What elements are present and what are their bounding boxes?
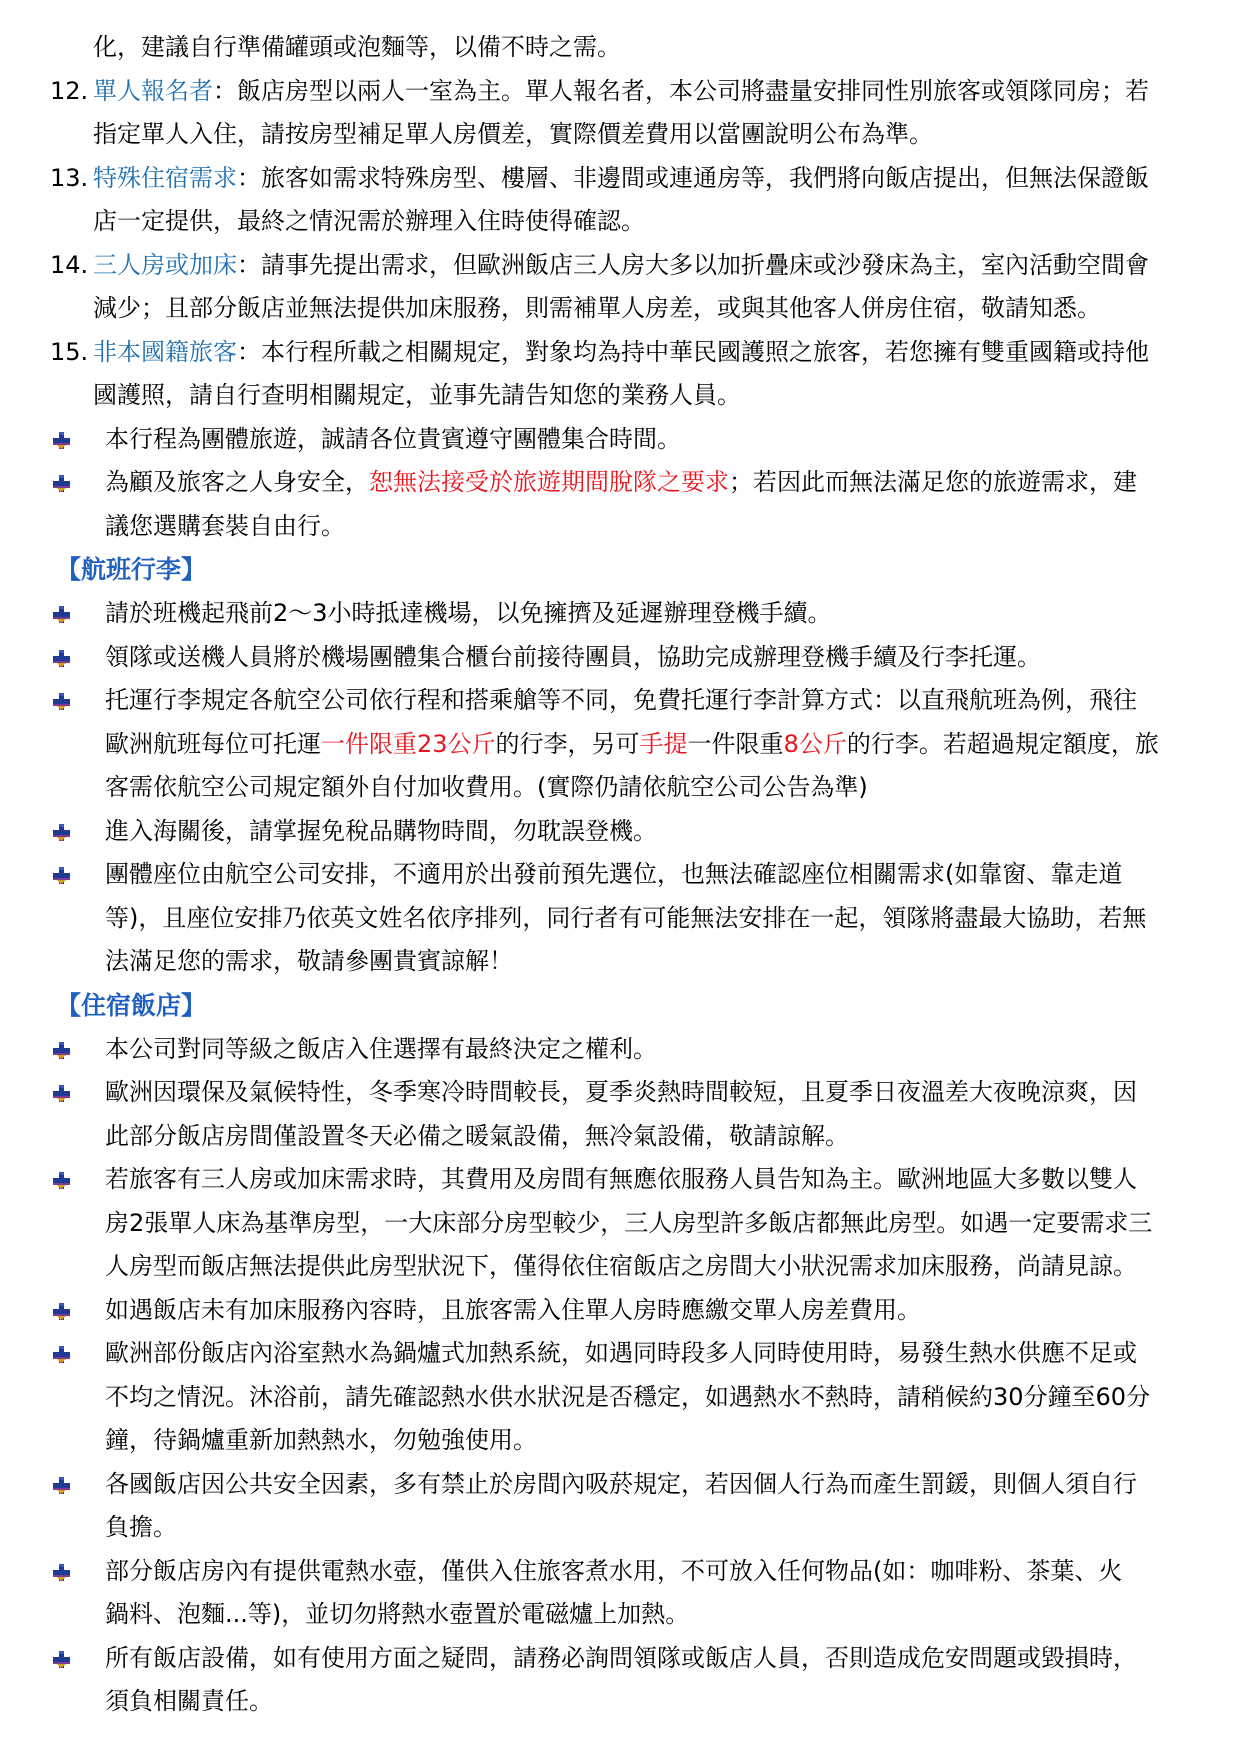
bullet-continuation — [50, 723, 1190, 767]
intro-line: 化，建議自行準備罐頭或泡麵等，以備不時之需。 — [93, 33, 621, 61]
plus-arrow-icon — [53, 824, 71, 842]
item-continuation: 指定單人入住，請按房型補足單人房價差，實際價差費用以當團說明公布為準。 — [93, 120, 933, 148]
plus-arrow-icon — [53, 693, 71, 711]
plus-arrow-icon — [53, 1564, 71, 1582]
bullet-text: 部分飯店房內有提供電熱水壺，僅供入住旅客煮水用，不可放入任何物品(如：咖啡粉、茶葉、火 — [105, 1556, 1123, 1585]
bullet-continuation: 負擔。 — [105, 1513, 177, 1541]
bullet-text: 領隊或送機人員將於機場團體集合櫃台前接待團員，協助完成辦理登機手續及行李托運。 — [105, 642, 1041, 671]
bullet-continuation: 房2張單人床為基準房型，一大床部分房型較少，三人房型許多飯店都無此房型。如遇一定要需求三 — [105, 1208, 1153, 1237]
numbered-item-15 — [50, 331, 1190, 375]
numbered-item-14 — [50, 244, 1190, 288]
section-title-flight: 【航班行李】 — [56, 555, 207, 584]
highlight-text: 恕無法接受於旅遊期間脫隊之要求 — [369, 468, 729, 496]
bullet-text: 如遇飯店未有加床服務內容時，且旅客需入住單人房時應繳交單人房差費用。 — [105, 1295, 921, 1324]
plus-arrow-icon — [53, 1477, 71, 1495]
bullet-text: 本行程為團體旅遊，誠請各位貴賓遵守團體集合時間。 — [105, 424, 681, 453]
item-text: ：請事先提出需求，但歐洲飯店三人房大多以加折疊床或沙發床為主，室內活動空間會 — [237, 250, 1149, 279]
bullet-text: 各國飯店因公共安全因素，多有禁止於房間內吸菸規定，若因個人行為而產生罰鍰，則個人須自行 — [105, 1469, 1137, 1498]
bullet-continuation: 客需依航空公司規定額外自付加收費用。(實際仍請依航空公司公告為準) — [105, 773, 868, 801]
bullet-text: 進入海關後，請掌握免稅品購物時間，勿耽誤登機。 — [105, 816, 657, 845]
bullet-item — [50, 1158, 1190, 1202]
item-continuation: 國護照，請自行查明相關規定，並事先請告知您的業務人員。 — [93, 381, 741, 409]
numbered-item-12 — [50, 70, 1190, 114]
bullet-item — [50, 1332, 1190, 1376]
plus-arrow-icon — [53, 867, 71, 885]
item-continuation: 店一定提供，最終之情況需於辦理入住時使得確認。 — [93, 207, 645, 235]
item-term: 單人報名者 — [93, 76, 213, 105]
item-number: 15. — [50, 337, 89, 366]
item-number: 13. — [50, 163, 89, 192]
bullet-item — [50, 1028, 1190, 1072]
bullet-text: 托運行李規定各航空公司依行程和搭乘艙等不同，免費托運行李計算方式：以直飛航班為例，飛往 — [105, 686, 1137, 714]
plus-arrow-icon — [53, 1042, 71, 1060]
bullet-continuation: 法滿足您的需求，敬請參團貴賓諒解！ — [105, 947, 513, 975]
bullet-text: 若旅客有三人房或加床需求時，其費用及房間有無應依服務人員告知為主。歐洲地區大多數以雙人 — [105, 1165, 1137, 1193]
item-term: 非本國籍旅客 — [93, 337, 237, 366]
plus-arrow-icon — [53, 1303, 71, 1321]
bullet-text: 為顧及旅客之人身安全， — [105, 468, 369, 496]
numbered-list — [50, 70, 1190, 418]
bullet-item — [50, 1463, 1190, 1507]
plus-arrow-icon — [53, 650, 71, 668]
bullet-item — [50, 679, 1190, 723]
bullet-text: 本公司對同等級之飯店入住選擇有最終決定之權利。 — [105, 1034, 657, 1063]
bullet-item — [50, 418, 1190, 462]
item-continuation: 減少；且部分飯店並無法提供加床服務，則需補單人房差，或與其他客人併房住宿，敬請知悉。 — [93, 294, 1101, 322]
item-text: ：旅客如需求特殊房型、樓層、非邊間或連通房等，我們將向飯店提出，但無法保證飯 — [237, 163, 1149, 192]
plus-arrow-icon — [53, 1085, 71, 1103]
bullet-continuation: 鐘，待鍋爐重新加熱熱水，勿勉強使用。 — [105, 1426, 537, 1454]
bullet-text: 的行李，另可 — [495, 729, 640, 758]
bullet-item — [50, 636, 1190, 680]
bullet-continuation: 須負相關責任。 — [105, 1687, 273, 1715]
bullet-text: 歐洲航班每位可托運 — [105, 729, 321, 758]
numbered-item-13 — [50, 157, 1190, 201]
plus-arrow-icon — [53, 432, 71, 450]
plus-arrow-icon — [53, 1651, 71, 1669]
item-number: 12. — [50, 76, 89, 105]
bullet-text: 請於班機起飛前2～3小時抵達機場，以免擁擠及延遲辦理登機手續。 — [105, 599, 832, 627]
bullet-continuation: 議您選購套裝自由行。 — [105, 511, 345, 540]
bullet-text: 所有飯店設備，如有使用方面之疑問，請務必詢問領隊或飯店人員，否則造成危安問題或毀損時， — [105, 1643, 1137, 1672]
bullet-text: 團體座位由航空公司安排，不適用於出發前預先選位，也無法確認座位相關需求(如靠窗、靠走道 — [105, 860, 1123, 888]
bullet-continuation: 鍋料、泡麵...等)，並切勿將熱水壺置於電磁爐上加熱。 — [105, 1600, 690, 1628]
item-text: ：飯店房型以兩人一室為主。單人報名者，本公司將盡量安排同性別旅客或領隊同房；若 — [213, 76, 1149, 105]
bullet-item — [50, 1071, 1190, 1115]
bullet-item — [50, 1289, 1190, 1333]
bullet-text: 歐洲因環保及氣候特性，冬季寒冷時間較長，夏季炎熱時間較短，且夏季日夜溫差大夜晚涼爽，因 — [105, 1078, 1137, 1106]
highlight-text: 8公斤 — [783, 729, 847, 758]
plus-arrow-icon — [53, 606, 71, 624]
bullet-item — [50, 810, 1190, 854]
bullet-item — [50, 461, 1190, 505]
document-page — [50, 26, 1190, 1724]
plus-arrow-icon — [53, 1346, 71, 1364]
highlight-text: 一件限重23公斤 — [321, 729, 496, 758]
bullet-item — [50, 1550, 1190, 1594]
highlight-text: 手提 — [639, 729, 688, 758]
bullet-item — [50, 592, 1190, 636]
bullet-item — [50, 1637, 1190, 1681]
section-title-hotel: 【住宿飯店】 — [56, 990, 207, 1020]
item-number: 14. — [50, 250, 89, 279]
item-text: ：本行程所載之相關規定，對象均為持中華民國護照之旅客，若您擁有雙重國籍或持他 — [237, 337, 1149, 366]
bullet-item — [50, 853, 1190, 897]
item-term: 特殊住宿需求 — [93, 163, 237, 192]
plus-arrow-icon — [53, 1172, 71, 1190]
item-term: 三人房或加床 — [93, 250, 237, 279]
bullet-continuation: 人房型而飯店無法提供此房型狀況下，僅得依住宿飯店之房間大小狀況需求加床服務，尚請見諒。 — [105, 1252, 1137, 1280]
bullet-continuation: 此部分飯店房間僅設置冬天必備之暖氣設備，無冷氣設備，敬請諒解。 — [105, 1121, 849, 1150]
bullet-text: ；若因此而無法滿足您的旅遊需求，建 — [729, 468, 1137, 496]
bullet-text: 一件限重 — [687, 729, 784, 758]
bullet-continuation: 等)，且座位安排乃依英文姓名依序排列，同行者有可能無法安排在一起，領隊將盡最大協助，若無 — [105, 903, 1147, 932]
bullet-continuation: 不均之情況。沐浴前，請先確認熱水供水狀況是否穩定，如遇熱水不熱時，請稍候約30分鐘至60分 — [105, 1382, 1151, 1411]
plus-arrow-icon — [53, 475, 71, 493]
bullet-text: 歐洲部份飯店內浴室熱水為鍋爐式加熱系統，如遇同時段多人同時使用時，易發生熱水供應不足或 — [105, 1339, 1137, 1367]
bullet-text: 的行李。若超過規定額度，旅 — [846, 729, 1159, 758]
